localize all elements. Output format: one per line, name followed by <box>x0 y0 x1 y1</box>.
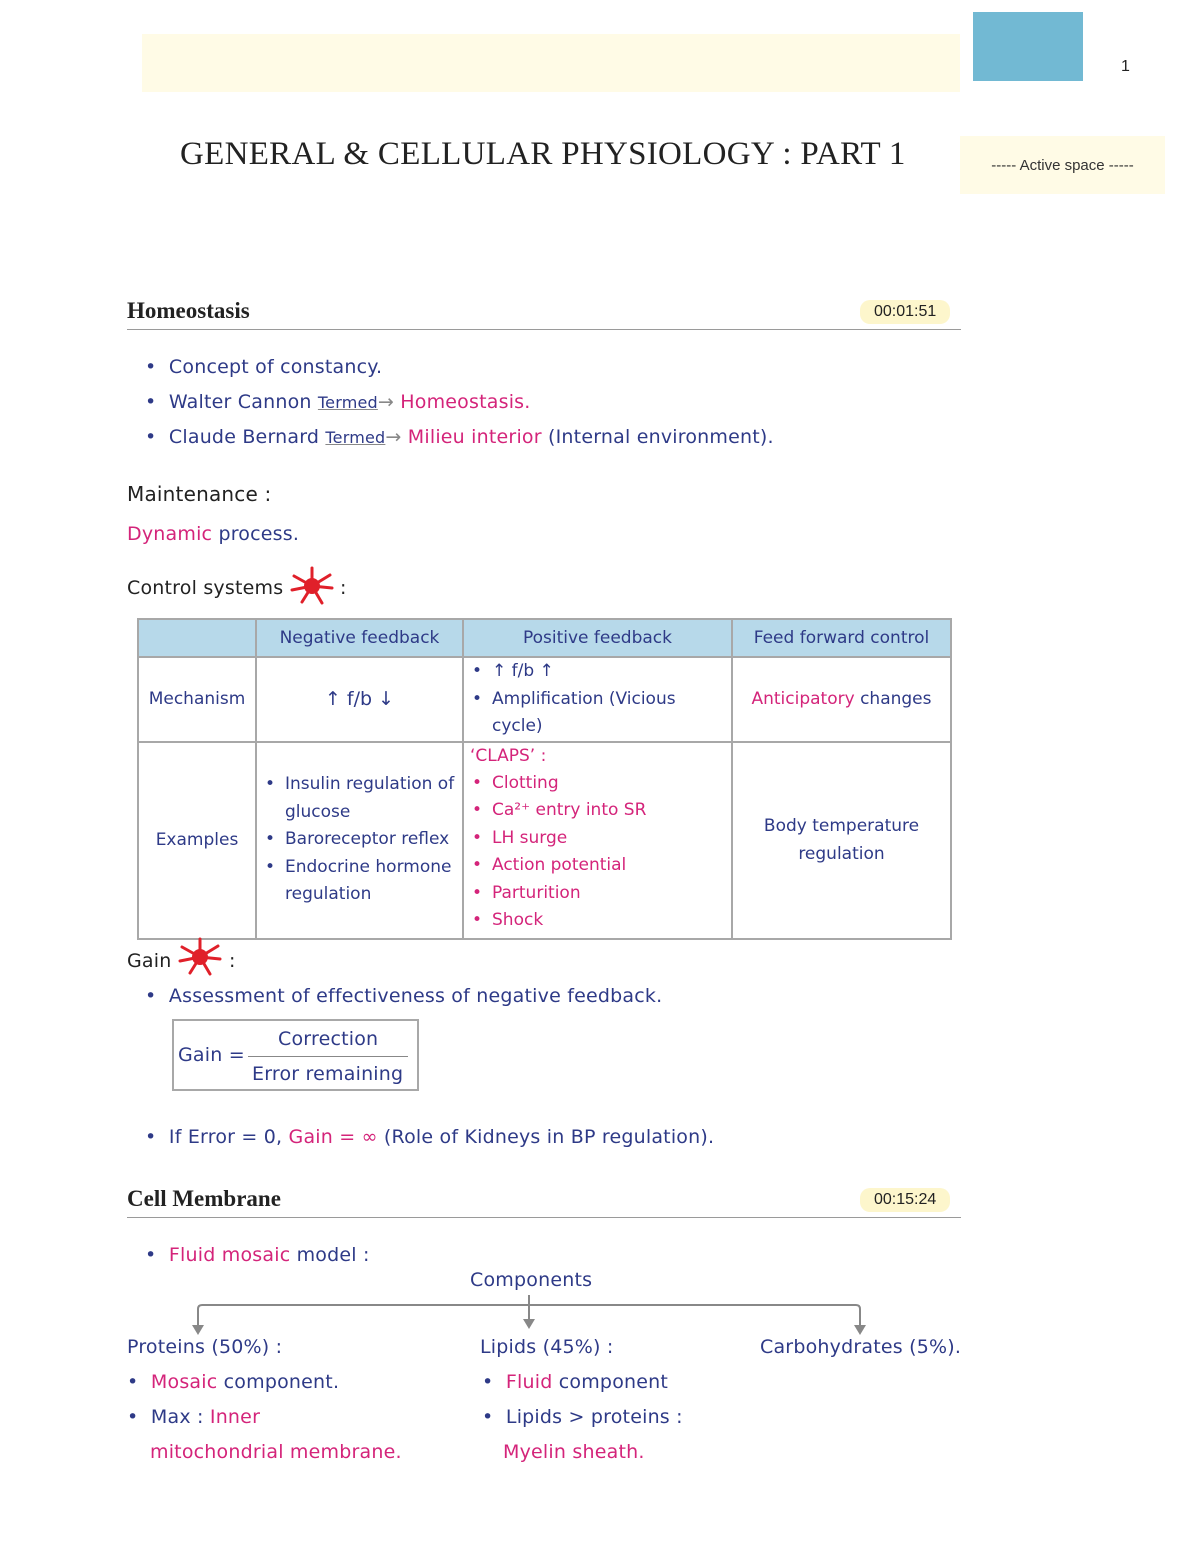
section-heading-homeostasis: Homeostasis <box>127 298 250 323</box>
list-item: • Assessment of effectiveness of negative feedback. <box>145 985 663 1007</box>
timestamp-badge[interactable]: 00:15:24 <box>860 1188 950 1212</box>
active-space-box: ----- Active space ----- <box>960 136 1165 194</box>
subheading-gain: Gain <box>127 950 172 972</box>
subheading-control-systems: Control systems <box>127 577 284 599</box>
table-cell <box>463 657 732 742</box>
table-header-cell: Positive feedback <box>463 619 732 657</box>
table-header-cell <box>138 619 256 657</box>
formula-numerator: Correction <box>278 1028 379 1050</box>
colon: : <box>340 577 347 599</box>
list-item: • Endocrine hormone regulation <box>263 854 462 909</box>
table-cell: Anticipatory changes <box>732 657 951 742</box>
list-item-continuation: Myelin sheath. <box>503 1441 645 1463</box>
components-branch-diagram <box>190 1295 870 1335</box>
control-systems-table <box>137 618 952 940</box>
formula-lhs: Gain = <box>178 1044 245 1066</box>
list-item: • Lipids > proteins : <box>482 1406 683 1428</box>
table-header-row <box>138 619 951 657</box>
list-item: • Shock <box>470 907 731 935</box>
list-item: • Baroreceptor reflex <box>263 826 462 854</box>
list-item: • Walter Cannon Termed→ Homeostasis. <box>145 391 531 413</box>
list-item: • Claude Bernard Termed→ Milieu interior (Internal environment). <box>145 426 774 448</box>
row-label: Examples <box>138 742 256 939</box>
important-star-icon <box>176 937 224 977</box>
subheading-maintenance: Maintenance : <box>127 482 272 506</box>
components-label: Components <box>470 1269 593 1291</box>
timestamp-badge[interactable]: 00:01:51 <box>860 300 950 324</box>
formula-denominator: Error remaining <box>252 1063 404 1085</box>
maintenance-text: Dynamic process. <box>127 523 300 545</box>
row-label: Mechanism <box>138 657 256 742</box>
list-item: • If Error = 0, Gain = ∞ (Role of Kidneys in BP regulation). <box>145 1126 715 1148</box>
table-cell: ↑ f/b ↓ <box>256 657 463 742</box>
table-row <box>138 742 951 939</box>
table-row <box>138 657 951 742</box>
list-item: • Max : Inner <box>127 1406 261 1428</box>
section-heading-cell-membrane: Cell Membrane <box>127 1186 281 1211</box>
table-cell: Body temperature regulation <box>732 742 951 939</box>
section-divider <box>127 329 961 330</box>
list-item: • LH surge <box>470 825 731 853</box>
proteins-title: Proteins (50%) : <box>127 1336 283 1358</box>
list-item: • Parturition <box>470 880 731 908</box>
carbohydrates-title: Carbohydrates (5%). <box>760 1336 962 1358</box>
list-item: • Insulin regulation of glucose <box>263 771 462 826</box>
colon: : <box>229 950 236 972</box>
top-highlight-band <box>142 34 960 92</box>
list-item: • Concept of constancy. <box>145 356 383 378</box>
lipids-title: Lipids (45%) : <box>480 1336 614 1358</box>
page-tab <box>973 12 1083 81</box>
list-item: • Clotting <box>470 770 731 798</box>
claps-heading: ‘CLAPS’ : <box>470 745 547 766</box>
table-header-cell: Negative feedback <box>256 619 463 657</box>
list-item: • Fluid component <box>482 1371 669 1393</box>
section-divider <box>127 1217 961 1218</box>
list-item: • Fluid mosaic model : <box>145 1244 370 1266</box>
list-item: • Ca²⁺ entry into SR <box>470 797 731 825</box>
list-item: • Amplification (Vicious cycle) <box>470 686 731 741</box>
list-item: • Mosaic component. <box>127 1371 340 1393</box>
table-header-cell: Feed forward control <box>732 619 951 657</box>
table-cell <box>463 742 732 939</box>
page-number: 1 <box>1121 58 1130 75</box>
page-title: GENERAL & CELLULAR PHYSIOLOGY : PART 1 <box>180 136 906 172</box>
list-item: • Action potential <box>470 852 731 880</box>
list-item: • ↑ f/b ↑ <box>470 658 731 686</box>
fraction-bar <box>248 1056 408 1057</box>
list-item-continuation: mitochondrial membrane. <box>150 1441 402 1463</box>
table-cell <box>256 742 463 939</box>
important-star-icon <box>288 566 336 606</box>
